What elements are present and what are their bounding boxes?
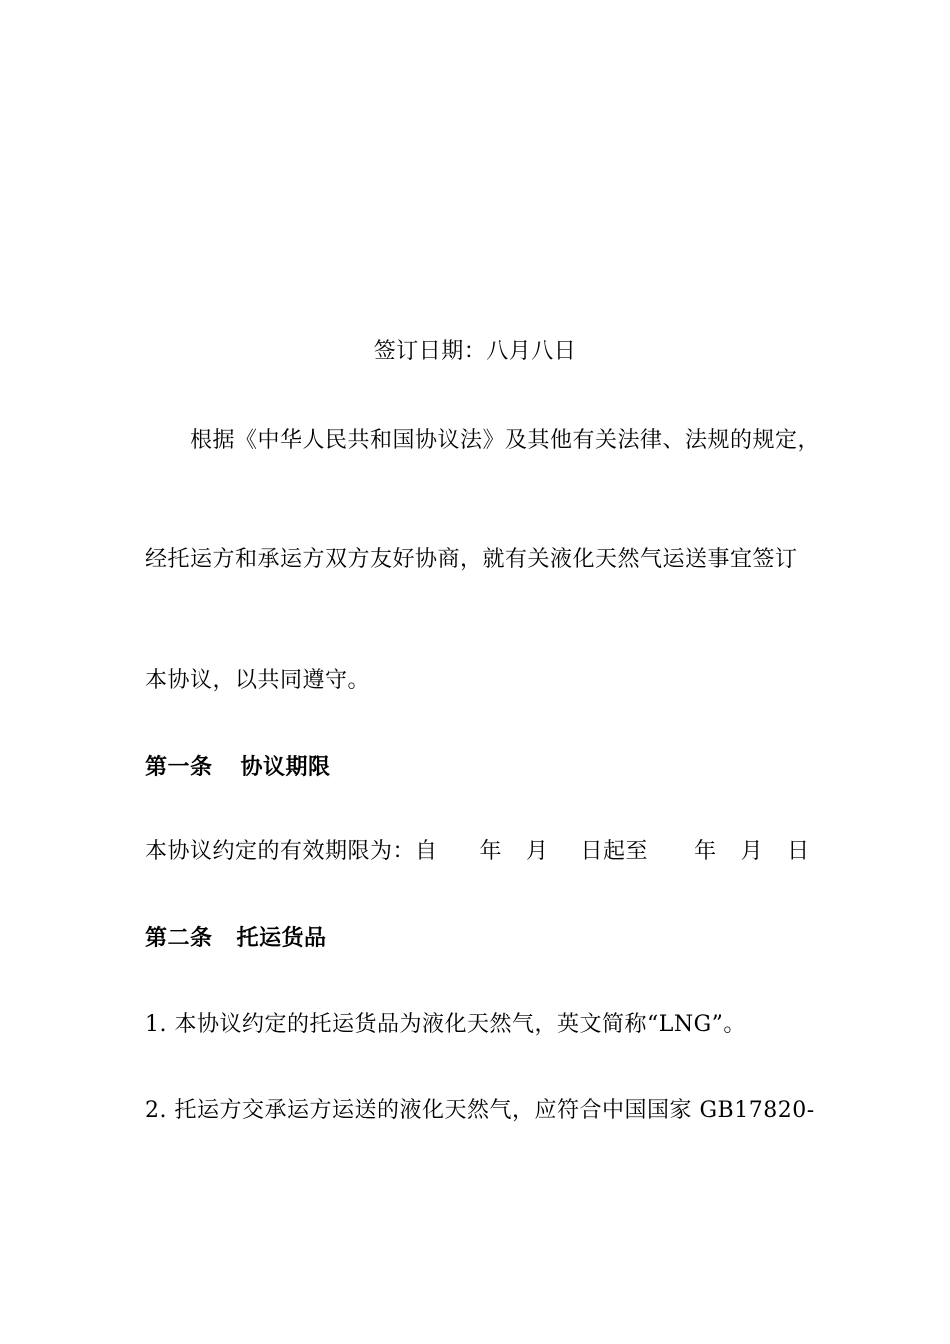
term-month-2: 月 <box>740 839 764 864</box>
term-day-2: 日 <box>787 839 810 864</box>
article-2-item-2: 2. 托运方交承运方运送的液化天然气，应符合中国国家 GB17820- <box>145 1098 815 1123</box>
article-1-number: 第一条 <box>145 754 213 780</box>
term-year-2: 年 <box>694 839 717 864</box>
intro-line-3: 本协议，以共同遵守。 <box>145 668 371 693</box>
term-month-1: 月 <box>526 839 549 864</box>
article-2-heading <box>145 924 327 952</box>
intro-line-2: 经托运方和承运方双方友好协商，就有关液化天然气运送事宜签订 <box>145 547 798 572</box>
term-prefix: 本协议约定的有效期限为：自 <box>145 839 438 864</box>
article-1-heading <box>145 753 331 781</box>
sign-date: 签订日期：八月八日 <box>373 339 577 364</box>
article-1-term <box>145 838 810 866</box>
article-1-title: 协议期限 <box>240 754 331 780</box>
term-day-1: 日起至 <box>580 839 649 864</box>
term-year-1: 年 <box>479 839 503 864</box>
article-2-item-1: 1. 本协议约定的托运货品为液化天然气，英文简称“LNG”。 <box>145 1012 746 1037</box>
article-2-number: 第二条 <box>145 925 213 951</box>
intro-line-1: 根据《中华人民共和国协议法》及其他有关法律、法规的规定， <box>190 428 821 453</box>
article-2-title: 托运货品 <box>236 925 327 951</box>
